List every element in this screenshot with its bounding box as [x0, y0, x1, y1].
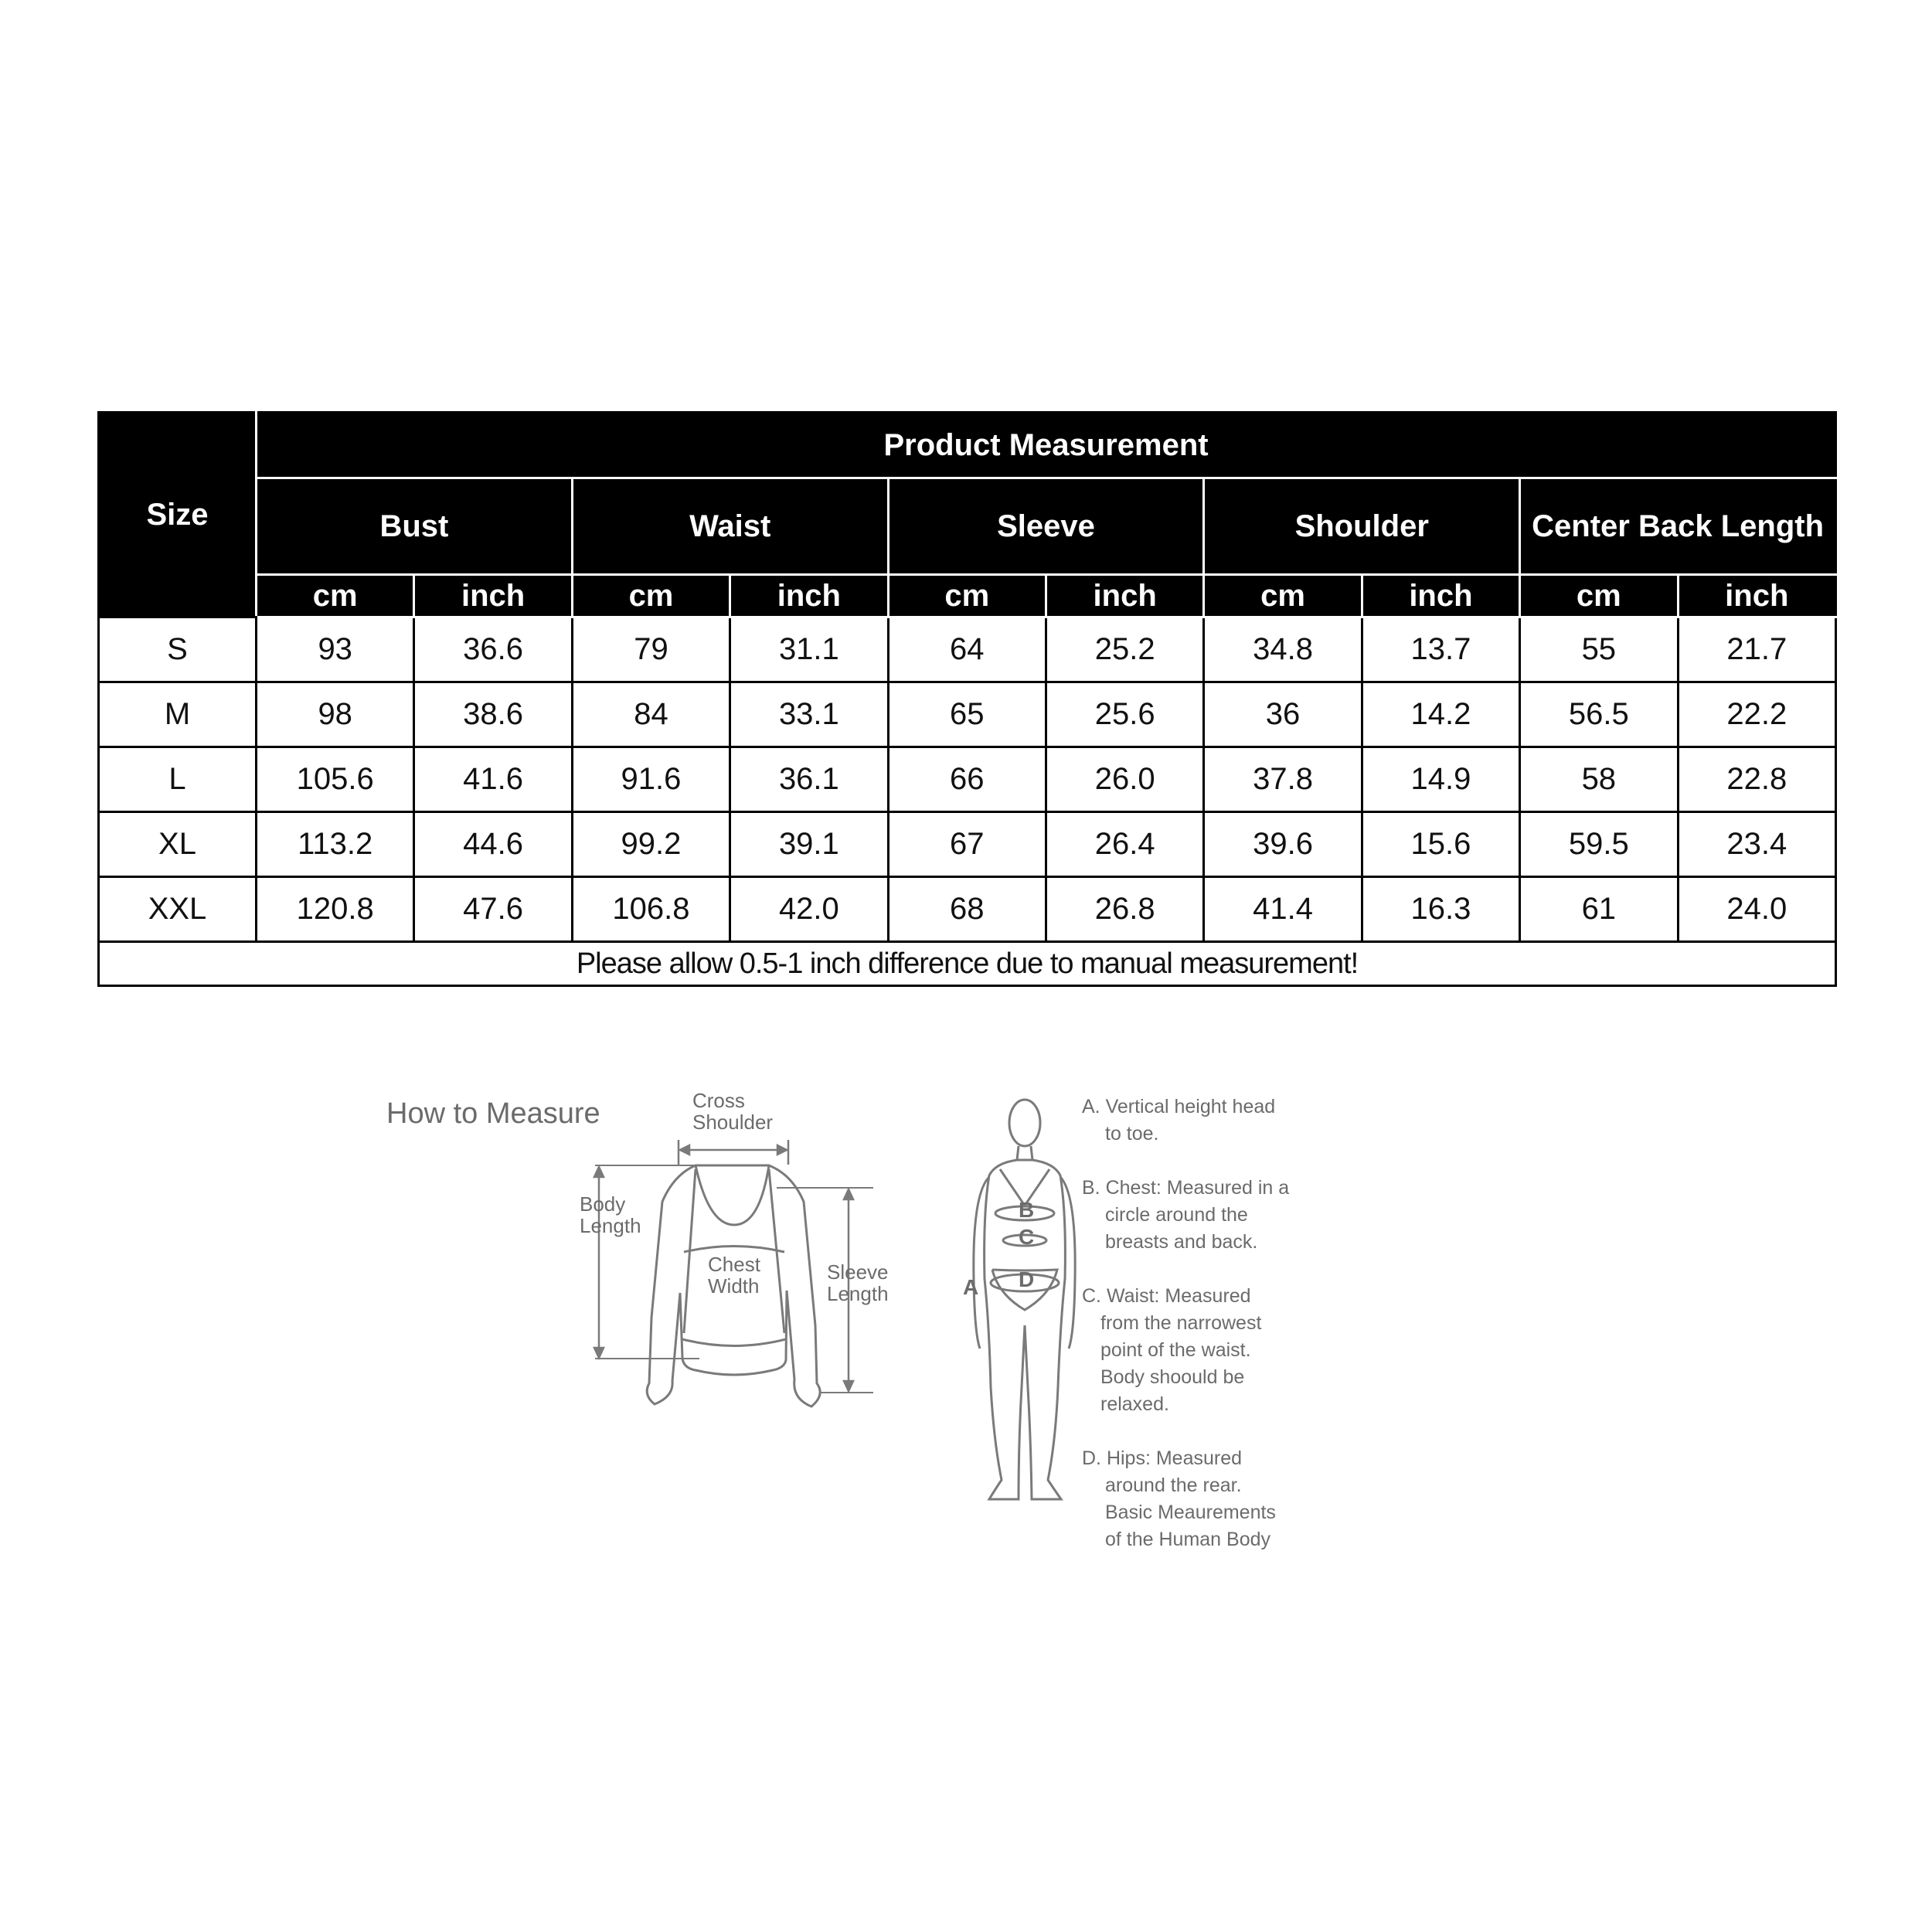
svg-text:Length: Length: [827, 1282, 889, 1305]
value-cell: 15.6: [1362, 812, 1519, 877]
value-cell: 61: [1520, 877, 1678, 942]
table-row: [99, 682, 1836, 747]
size-cell: L: [99, 747, 257, 812]
value-cell: 23.4: [1678, 812, 1836, 877]
svg-text:A. Vertical height head: A. Vertical height head: [1082, 1096, 1276, 1117]
value-cell: 56.5: [1520, 682, 1678, 747]
svg-text:Chest: Chest: [708, 1253, 760, 1276]
svg-text:Body shoould be: Body shoould be: [1100, 1366, 1245, 1388]
value-cell: 120.8: [257, 877, 414, 942]
svg-text:B. Chest: Measured in a: B. Chest: Measured in a: [1082, 1177, 1290, 1199]
sweater-collar: [696, 1165, 769, 1225]
group-header-shoulder: Shoulder: [1204, 478, 1520, 575]
svg-text:C: C: [1019, 1225, 1035, 1249]
arrow-up-icon: [844, 1189, 853, 1199]
sweater-hem: [682, 1339, 786, 1346]
size-header: Size: [99, 413, 257, 617]
size-chart-table: [97, 411, 1837, 987]
value-cell: 41.6: [414, 747, 572, 812]
value-cell: 21.7: [1678, 617, 1836, 682]
svg-text:from the narrowest: from the narrowest: [1100, 1312, 1262, 1334]
svg-text:Body: Body: [580, 1192, 626, 1216]
neck-outline: [1017, 1146, 1032, 1160]
svg-text:relaxed.: relaxed.: [1100, 1393, 1169, 1415]
value-cell: 33.1: [730, 682, 888, 747]
measurement-notes: [1082, 1096, 1289, 1550]
value-cell: 93: [257, 617, 414, 682]
size-cell: XL: [99, 812, 257, 877]
value-cell: 38.6: [414, 682, 572, 747]
value-cell: 99.2: [572, 812, 730, 877]
group-header-bust: Bust: [257, 478, 573, 575]
group-header-center-back-length: Center Back Length: [1520, 478, 1836, 575]
human-body-diagram: [974, 1100, 1075, 1499]
unit-header-cm: cm: [1520, 575, 1678, 617]
how-to-measure-illustration: [371, 1078, 1329, 1580]
table-title: Product Measurement: [257, 413, 1836, 478]
svg-text:Sleeve: Sleeve: [827, 1260, 889, 1284]
measurement-note: Please allow 0.5-1 inch difference due to manual measurement!: [99, 942, 1836, 986]
table-row: [99, 617, 1836, 682]
unit-header-cm: cm: [1204, 575, 1362, 617]
chest-width-arc: [684, 1247, 784, 1253]
size-cell: M: [99, 682, 257, 747]
value-cell: 47.6: [414, 877, 572, 942]
value-cell: 106.8: [572, 877, 730, 942]
value-cell: 44.6: [414, 812, 572, 877]
unit-header-inch: inch: [414, 575, 572, 617]
value-cell: 39.6: [1204, 812, 1362, 877]
value-cell: 113.2: [257, 812, 414, 877]
value-cell: 13.7: [1362, 617, 1519, 682]
value-cell: 98: [257, 682, 414, 747]
value-cell: 64: [888, 617, 1046, 682]
svg-text:Basic Meaurements: Basic Meaurements: [1105, 1502, 1276, 1523]
value-cell: 36: [1204, 682, 1362, 747]
arrow-down-icon: [594, 1348, 604, 1358]
value-cell: 14.2: [1362, 682, 1519, 747]
svg-text:D. Hips: Measured: D. Hips: Measured: [1082, 1447, 1243, 1469]
arrow-right-icon: [777, 1145, 787, 1155]
value-cell: 36.6: [414, 617, 572, 682]
value-cell: 84: [572, 682, 730, 747]
value-cell: 67: [888, 812, 1046, 877]
value-cell: 39.1: [730, 812, 888, 877]
value-cell: 14.9: [1362, 747, 1519, 812]
svg-text:A: A: [963, 1275, 979, 1299]
value-cell: 41.4: [1204, 877, 1362, 942]
sweater-labels: [580, 1089, 889, 1305]
size-cell: S: [99, 617, 257, 682]
unit-header-inch: inch: [730, 575, 888, 617]
value-cell: 59.5: [1520, 812, 1678, 877]
value-cell: 36.1: [730, 747, 888, 812]
value-cell: 26.4: [1046, 812, 1203, 877]
size-cell: XXL: [99, 877, 257, 942]
unit-header-cm: cm: [572, 575, 730, 617]
arrow-left-icon: [680, 1145, 689, 1155]
value-cell: 37.8: [1204, 747, 1362, 812]
svg-text:Shoulder: Shoulder: [692, 1111, 774, 1134]
svg-text:Width: Width: [708, 1274, 760, 1298]
arrow-up-icon: [594, 1167, 604, 1177]
svg-text:B: B: [1019, 1198, 1035, 1222]
table-row: [99, 812, 1836, 877]
svg-text:circle around the: circle around the: [1105, 1204, 1248, 1226]
arrow-down-icon: [844, 1381, 853, 1391]
value-cell: 42.0: [730, 877, 888, 942]
value-cell: 25.2: [1046, 617, 1203, 682]
value-cell: 65: [888, 682, 1046, 747]
guide-title: How to Measure: [386, 1097, 600, 1130]
value-cell: 26.8: [1046, 877, 1203, 942]
value-cell: 79: [572, 617, 730, 682]
value-cell: 16.3: [1362, 877, 1519, 942]
value-cell: 24.0: [1678, 877, 1836, 942]
group-header-sleeve: Sleeve: [888, 478, 1204, 575]
head-outline: [1009, 1100, 1040, 1146]
svg-text:D: D: [1019, 1267, 1035, 1291]
unit-header-inch: inch: [1678, 575, 1836, 617]
value-cell: 25.6: [1046, 682, 1203, 747]
unit-header-inch: inch: [1046, 575, 1203, 617]
svg-text:breasts and back.: breasts and back.: [1105, 1231, 1258, 1253]
value-cell: 34.8: [1204, 617, 1362, 682]
group-header-waist: Waist: [572, 478, 888, 575]
value-cell: 68: [888, 877, 1046, 942]
svg-text:Length: Length: [580, 1214, 641, 1237]
unit-header-cm: cm: [888, 575, 1046, 617]
svg-text:point of the waist.: point of the waist.: [1100, 1339, 1251, 1361]
table-row: [99, 877, 1836, 942]
value-cell: 55: [1520, 617, 1678, 682]
unit-header-cm: cm: [257, 575, 414, 617]
value-cell: 105.6: [257, 747, 414, 812]
table-row: [99, 747, 1836, 812]
value-cell: 31.1: [730, 617, 888, 682]
value-cell: 91.6: [572, 747, 730, 812]
svg-text:Cross: Cross: [692, 1089, 745, 1112]
value-cell: 26.0: [1046, 747, 1203, 812]
value-cell: 22.8: [1678, 747, 1836, 812]
svg-text:of the Human Body: of the Human Body: [1105, 1529, 1271, 1550]
svg-text:C. Waist: Measured: C. Waist: Measured: [1082, 1285, 1251, 1307]
value-cell: 66: [888, 747, 1046, 812]
value-cell: 22.2: [1678, 682, 1836, 747]
unit-header-inch: inch: [1362, 575, 1519, 617]
svg-text:to toe.: to toe.: [1105, 1123, 1159, 1145]
value-cell: 58: [1520, 747, 1678, 812]
svg-text:around the rear.: around the rear.: [1105, 1475, 1242, 1496]
